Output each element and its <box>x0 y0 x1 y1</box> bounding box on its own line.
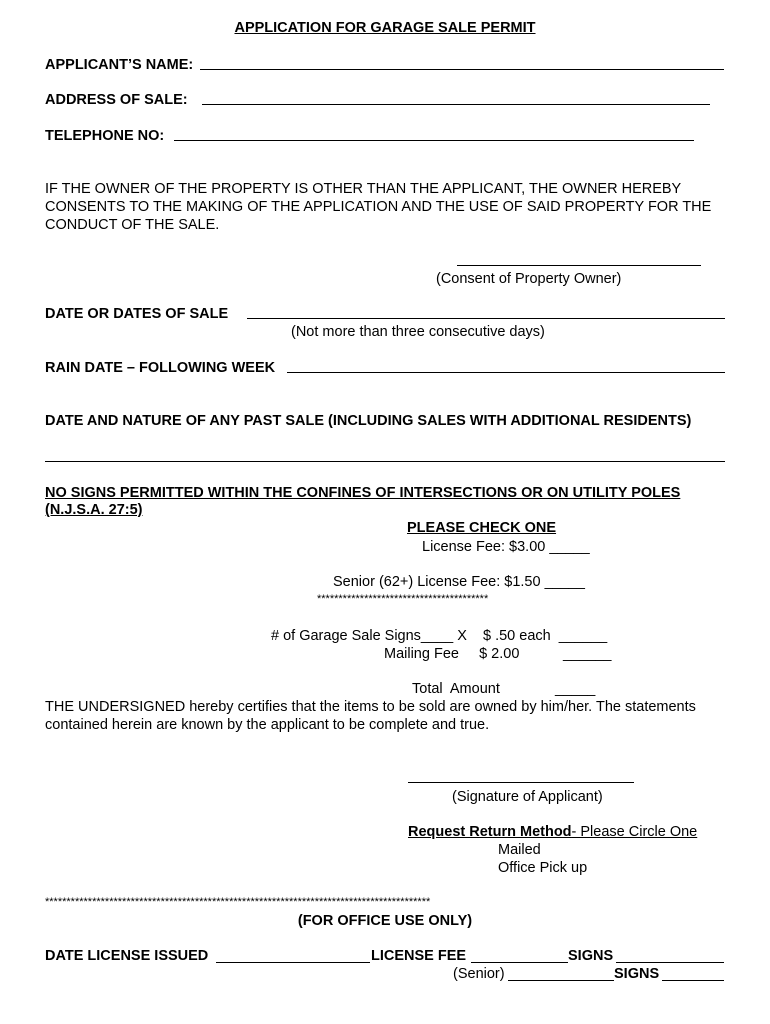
owner-consent-text: IF THE OWNER OF THE PROPERTY IS OTHER THAN THE APPLICANT, THE OWNER HEREBY CONSENTS TO THE MAKING OF THE APPLICATION AND THE USE OF SAID PROPERTY FOR THE CONDUCT OF THE SALE. <box>45 181 712 233</box>
return-method-heading: Request Return Method <box>408 824 572 840</box>
return-method-instruction: - Please Circle One <box>571 824 698 840</box>
rain-date-label: RAIN DATE – FOLLOWING WEEK <box>45 360 276 376</box>
senior-license-fee-option[interactable]: Senior (62+) License Fee: $1.50 _____ <box>333 574 585 590</box>
certification-text: THE UNDERSIGNED hereby certifies that the items to be sold are owned by him/her. The statements contained herein are known by the applicant to be complete and true. <box>45 699 696 733</box>
applicant-signature-line[interactable] <box>408 782 634 783</box>
stars-separator-short: **************************************** <box>317 593 489 605</box>
office-senior-label: (Senior) <box>453 966 505 982</box>
total-amount-label: Total Amount <box>412 681 500 697</box>
license-fee-option[interactable]: License Fee: $3.00 _____ <box>422 539 590 555</box>
page-title: APPLICATION FOR GARAGE SALE PERMIT <box>234 20 536 36</box>
address-of-sale-field[interactable] <box>202 104 710 105</box>
signs-notice-line1: NO SIGNS PERMITTED WITHIN THE CONFINES OF INTERSECTIONS OR ON UTILITY POLES <box>45 485 681 501</box>
return-method-row <box>408 823 697 841</box>
sale-dates-field[interactable] <box>247 318 725 319</box>
rain-date-field[interactable] <box>287 372 725 373</box>
owner-consent-signature-line[interactable] <box>457 265 701 266</box>
applicant-name-label: APPLICANT’S NAME: <box>45 57 194 73</box>
office-signs2-field[interactable] <box>662 980 724 981</box>
garage-sale-signs-row[interactable]: # of Garage Sale Signs____ X $ .50 each ______ <box>271 628 608 644</box>
office-signs-label: SIGNS <box>568 948 614 964</box>
telephone-label: TELEPHONE NO: <box>45 128 165 144</box>
office-use-heading: (FOR OFFICE USE ONLY) <box>297 913 473 929</box>
sale-dates-label: DATE OR DATES OF SALE <box>45 306 229 322</box>
applicant-signature-caption: (Signature of Applicant) <box>452 789 603 805</box>
date-license-issued-label: DATE LICENSE ISSUED <box>45 948 209 964</box>
signs-notice-line2: (N.J.S.A. 27:5) <box>45 502 143 518</box>
owner-consent-caption: (Consent of Property Owner) <box>436 271 622 287</box>
sale-dates-note: (Not more than three consecutive days) <box>291 324 545 340</box>
address-of-sale-label: ADDRESS OF SALE: <box>45 92 188 108</box>
office-license-fee-label: LICENSE FEE <box>371 948 467 964</box>
stars-separator-long: ****************************************************************************************** <box>45 896 431 908</box>
past-sale-label: DATE AND NATURE OF ANY PAST SALE (INCLUDING SALES WITH ADDITIONAL RESIDENTS) <box>45 413 692 429</box>
mailing-fee-label: Mailing Fee $ 2.00 <box>384 646 520 662</box>
office-signs-field[interactable] <box>616 962 724 963</box>
office-signs2-label: SIGNS <box>614 966 660 982</box>
please-check-one-heading: PLEASE CHECK ONE <box>407 520 557 536</box>
office-license-fee-field[interactable] <box>471 962 568 963</box>
total-amount-blank[interactable]: _____ <box>555 681 596 697</box>
return-option-office-pickup[interactable]: Office Pick up <box>498 860 588 876</box>
telephone-field[interactable] <box>174 140 694 141</box>
applicant-name-field[interactable] <box>200 69 724 70</box>
return-option-mailed[interactable]: Mailed <box>498 842 541 858</box>
past-sale-field[interactable] <box>45 461 725 462</box>
date-license-issued-field[interactable] <box>216 962 370 963</box>
office-senior-field[interactable] <box>508 980 614 981</box>
mailing-fee-blank[interactable]: ______ <box>563 646 612 662</box>
